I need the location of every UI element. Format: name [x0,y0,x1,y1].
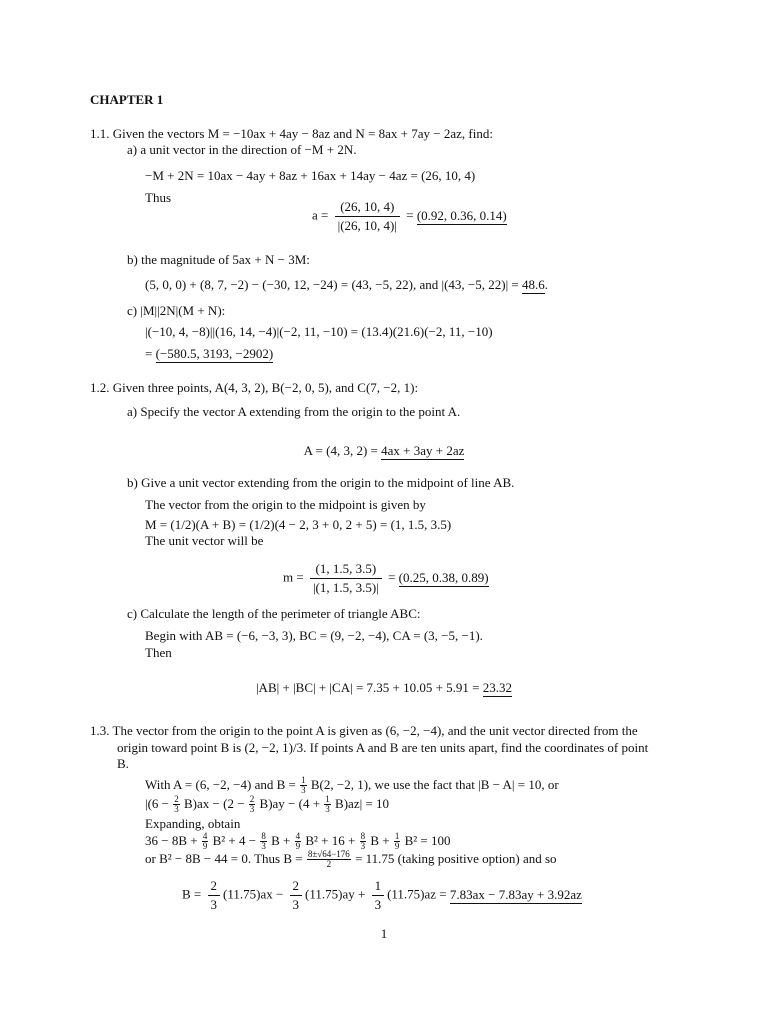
unit-vector-fraction [335,199,400,235]
text: B = [182,886,202,902]
problem-1-3-statement-3: B. [117,756,129,771]
fraction [300,776,307,796]
fraction-numerator: (1, 1.5, 3.5) [310,561,382,579]
fraction-denominator: 3 [374,897,382,913]
text: B² = 100 [404,832,451,848]
equation-text: A = (4, 3, 2) = [303,443,378,458]
unit-vector-fraction [310,561,382,597]
problem-1-2-part-b-label: b) Give a unit vector extending from the origin to the midpoint of line AB. [127,475,515,490]
problem-1-1-part-a-unit-vector [312,199,507,235]
fraction-denominator: 3 [174,804,179,815]
problem-1-2-part-c-label: c) Calculate the length of the perimeter of triangle ABC: [127,606,421,621]
fraction-denominator: 3 [292,897,300,913]
fraction-numerator: 2 [174,794,179,804]
problem-1-1-part-a-equation: −M + 2N = 10ax − 4ay + 8az + 16ax + 14ay − 4az = (26, 10, 4) [145,168,476,183]
unit-vector-lhs: m = [283,569,304,585]
text: (11.75)ay + [305,886,366,902]
text: With A = (6, −2, −4) and B = [145,776,296,792]
fraction-denominator: 3 [360,841,366,852]
fraction-numerator: 1 [301,775,306,785]
problem-1-1-part-b-label: b) the magnitude of 5ax + N − 3M: [127,252,310,267]
problem-1-1-part-a-thus: Thus [145,190,171,205]
problem-1-2-part-c-row [0,680,768,696]
problem-1-2-part-c-then: Then [145,645,172,660]
fraction [394,832,401,852]
equals-sign: = [406,207,414,223]
problem-1-3-solution-line-1 [145,776,559,796]
fraction-denominator: 9 [295,841,301,852]
problem-1-2-part-a-equation [0,443,768,459]
problem-1-3-statement-2: origin toward point B is (2, −2, 1)/3. If points A and B are ten units apart, find the coordinates of point [117,740,649,755]
problem-1-2-part-b-unit-vector [283,561,489,597]
problem-1-1-part-c-answer: (−580.5, 3193, −2902) [155,346,274,361]
fraction-denominator: 3 [301,785,306,796]
text: B(2, −2, 1), we use the fact that |B − A| = 10, or [310,776,559,792]
problem-1-1-part-c-label: c) |M||2N|(M + N): [127,303,226,318]
fraction [249,795,256,815]
fraction-denominator: 3 [325,804,330,815]
fraction-numerator: 8 [360,831,366,841]
text: 36 − 8B + [145,832,198,848]
fraction [260,832,267,852]
fraction-numerator: 2 [290,878,303,896]
problem-1-3-solution-line-5 [145,850,557,870]
problem-1-1-part-c-result-line [145,346,273,362]
equals-sign: = [145,346,153,361]
fraction-numerator: (26, 10, 4) [335,199,400,217]
fraction-numerator: 4 [295,831,301,841]
problem-1-3-statement-1: 1.3. The vector from the origin to the point A is given as (6, −2, −4), and the unit vector directed from the [90,723,638,738]
problem-1-3-solution-line-3: Expanding, obtain [145,816,241,831]
fraction-numerator: 8±√64−176 [307,849,350,859]
problem-1-2-part-b-answer: (0.25, 0.38, 0.89) [398,569,489,585]
problem-1-2-part-b-text-2: M = (1/2)(A + B) = (1/2)(4 − 2, 3 + 0, 2 + 5) = (1, 1.5, 3.5) [145,517,452,532]
fraction-denominator: 9 [202,841,208,852]
fraction [208,878,221,914]
problem-1-1-part-b-equation [145,277,548,293]
problem-1-3-answer: 7.83ax − 7.83ay + 3.92az [449,886,582,902]
problem-1-3-solution-line-4 [145,832,451,852]
equation-text: |AB| + |BC| + |CA| = 7.35 + 10.05 + 5.91 = [255,680,480,695]
fraction-denominator: 3 [210,897,218,913]
problem-1-2-part-b-text-3: The unit vector will be [145,533,264,548]
fraction-numerator: 1 [372,878,385,896]
text: (11.75)az = [387,886,447,902]
fraction-numerator: 4 [202,831,208,841]
fraction [295,832,302,852]
fraction-denominator: 3 [249,804,255,815]
problem-1-3-final-equation [182,878,582,914]
problem-1-2-part-b-text-1: The vector from the origin to the midpoint is given by [145,497,426,512]
text: B + [271,832,291,848]
problem-1-1-part-a-label: a) a unit vector in the direction of −M + 2N. [127,142,357,157]
fraction-numerator: 8 [261,831,266,841]
fraction [173,795,180,815]
fraction [202,832,209,852]
fraction [360,832,367,852]
problem-1-2-part-a-label: a) Specify the vector A extending from the origin to the point A. [127,404,461,419]
chapter-heading: CHAPTER 1 [90,92,164,107]
text: B)az| = 10 [335,795,390,811]
problem-1-2-statement: 1.2. Given three points, A(4, 3, 2), B(−2, 0, 5), and C(7, −2, 1): [90,380,419,395]
text: B)ax − (2 − [184,795,245,811]
text: |(6 − [145,795,170,811]
problem-1-3-solution-line-2 [145,795,389,815]
text: B² + 16 + [305,832,356,848]
fraction-denominator: 3 [261,841,266,852]
problem-1-1-part-c-equation: |(−10, 4, −8)||(16, 14, −4)|(−2, 11, −10) = (13.4)(21.6)(−2, 11, −10) [145,324,493,339]
problem-1-2-part-c-answer: 23.32 [482,680,513,695]
quadratic-fraction [307,850,351,870]
text: (11.75)ax − [223,886,284,902]
fraction-numerator: 2 [249,794,255,804]
period: . [544,277,548,292]
fraction-numerator: 1 [325,794,330,804]
fraction-numerator: 2 [208,878,221,896]
problem-1-1-statement: 1.1. Given the vectors M = −10ax + 4ay − 8az and N = 8ax + 7ay − 2az, find: [90,126,493,141]
fraction [290,878,303,914]
text: B)ay − (4 + [259,795,321,811]
problem-1-1-part-b-answer: 48.6 [522,277,545,292]
fraction-denominator: |(26, 10, 4)| [337,218,397,234]
problem-1-2-part-a-row [0,443,768,459]
text: B² + 4 − [212,832,257,848]
problem-1-2-part-c-text-1: Begin with AB = (−6, −3, 3), BC = (9, −2, −4), CA = (3, −5, −1). [145,628,483,643]
equation-text: (5, 0, 0) + (8, 7, −2) − (−30, 12, −24) = (43, −5, 22), and |(43, −5, 22)| = [145,277,519,292]
fraction [372,878,385,914]
fraction [324,795,331,815]
fraction-denominator: 2 [326,859,332,870]
text: B + [370,832,390,848]
problem-1-2-part-c-equation [0,680,768,696]
unit-vector-lhs: a = [312,207,329,223]
fraction-numerator: 1 [394,831,400,841]
text: = 11.75 (taking positive option) and so [355,850,557,866]
equals-sign: = [388,569,396,585]
problem-1-1-part-a-answer: (0.92, 0.36, 0.14) [416,207,507,223]
fraction-denominator: 9 [394,841,400,852]
text: or B² − 8B − 44 = 0. Thus B = [145,850,303,866]
fraction-denominator: |(1, 1.5, 3.5)| [312,580,379,596]
page-number: 1 [380,926,388,941]
problem-1-2-part-a-answer: 4ax + 3ay + 2az [381,443,465,458]
